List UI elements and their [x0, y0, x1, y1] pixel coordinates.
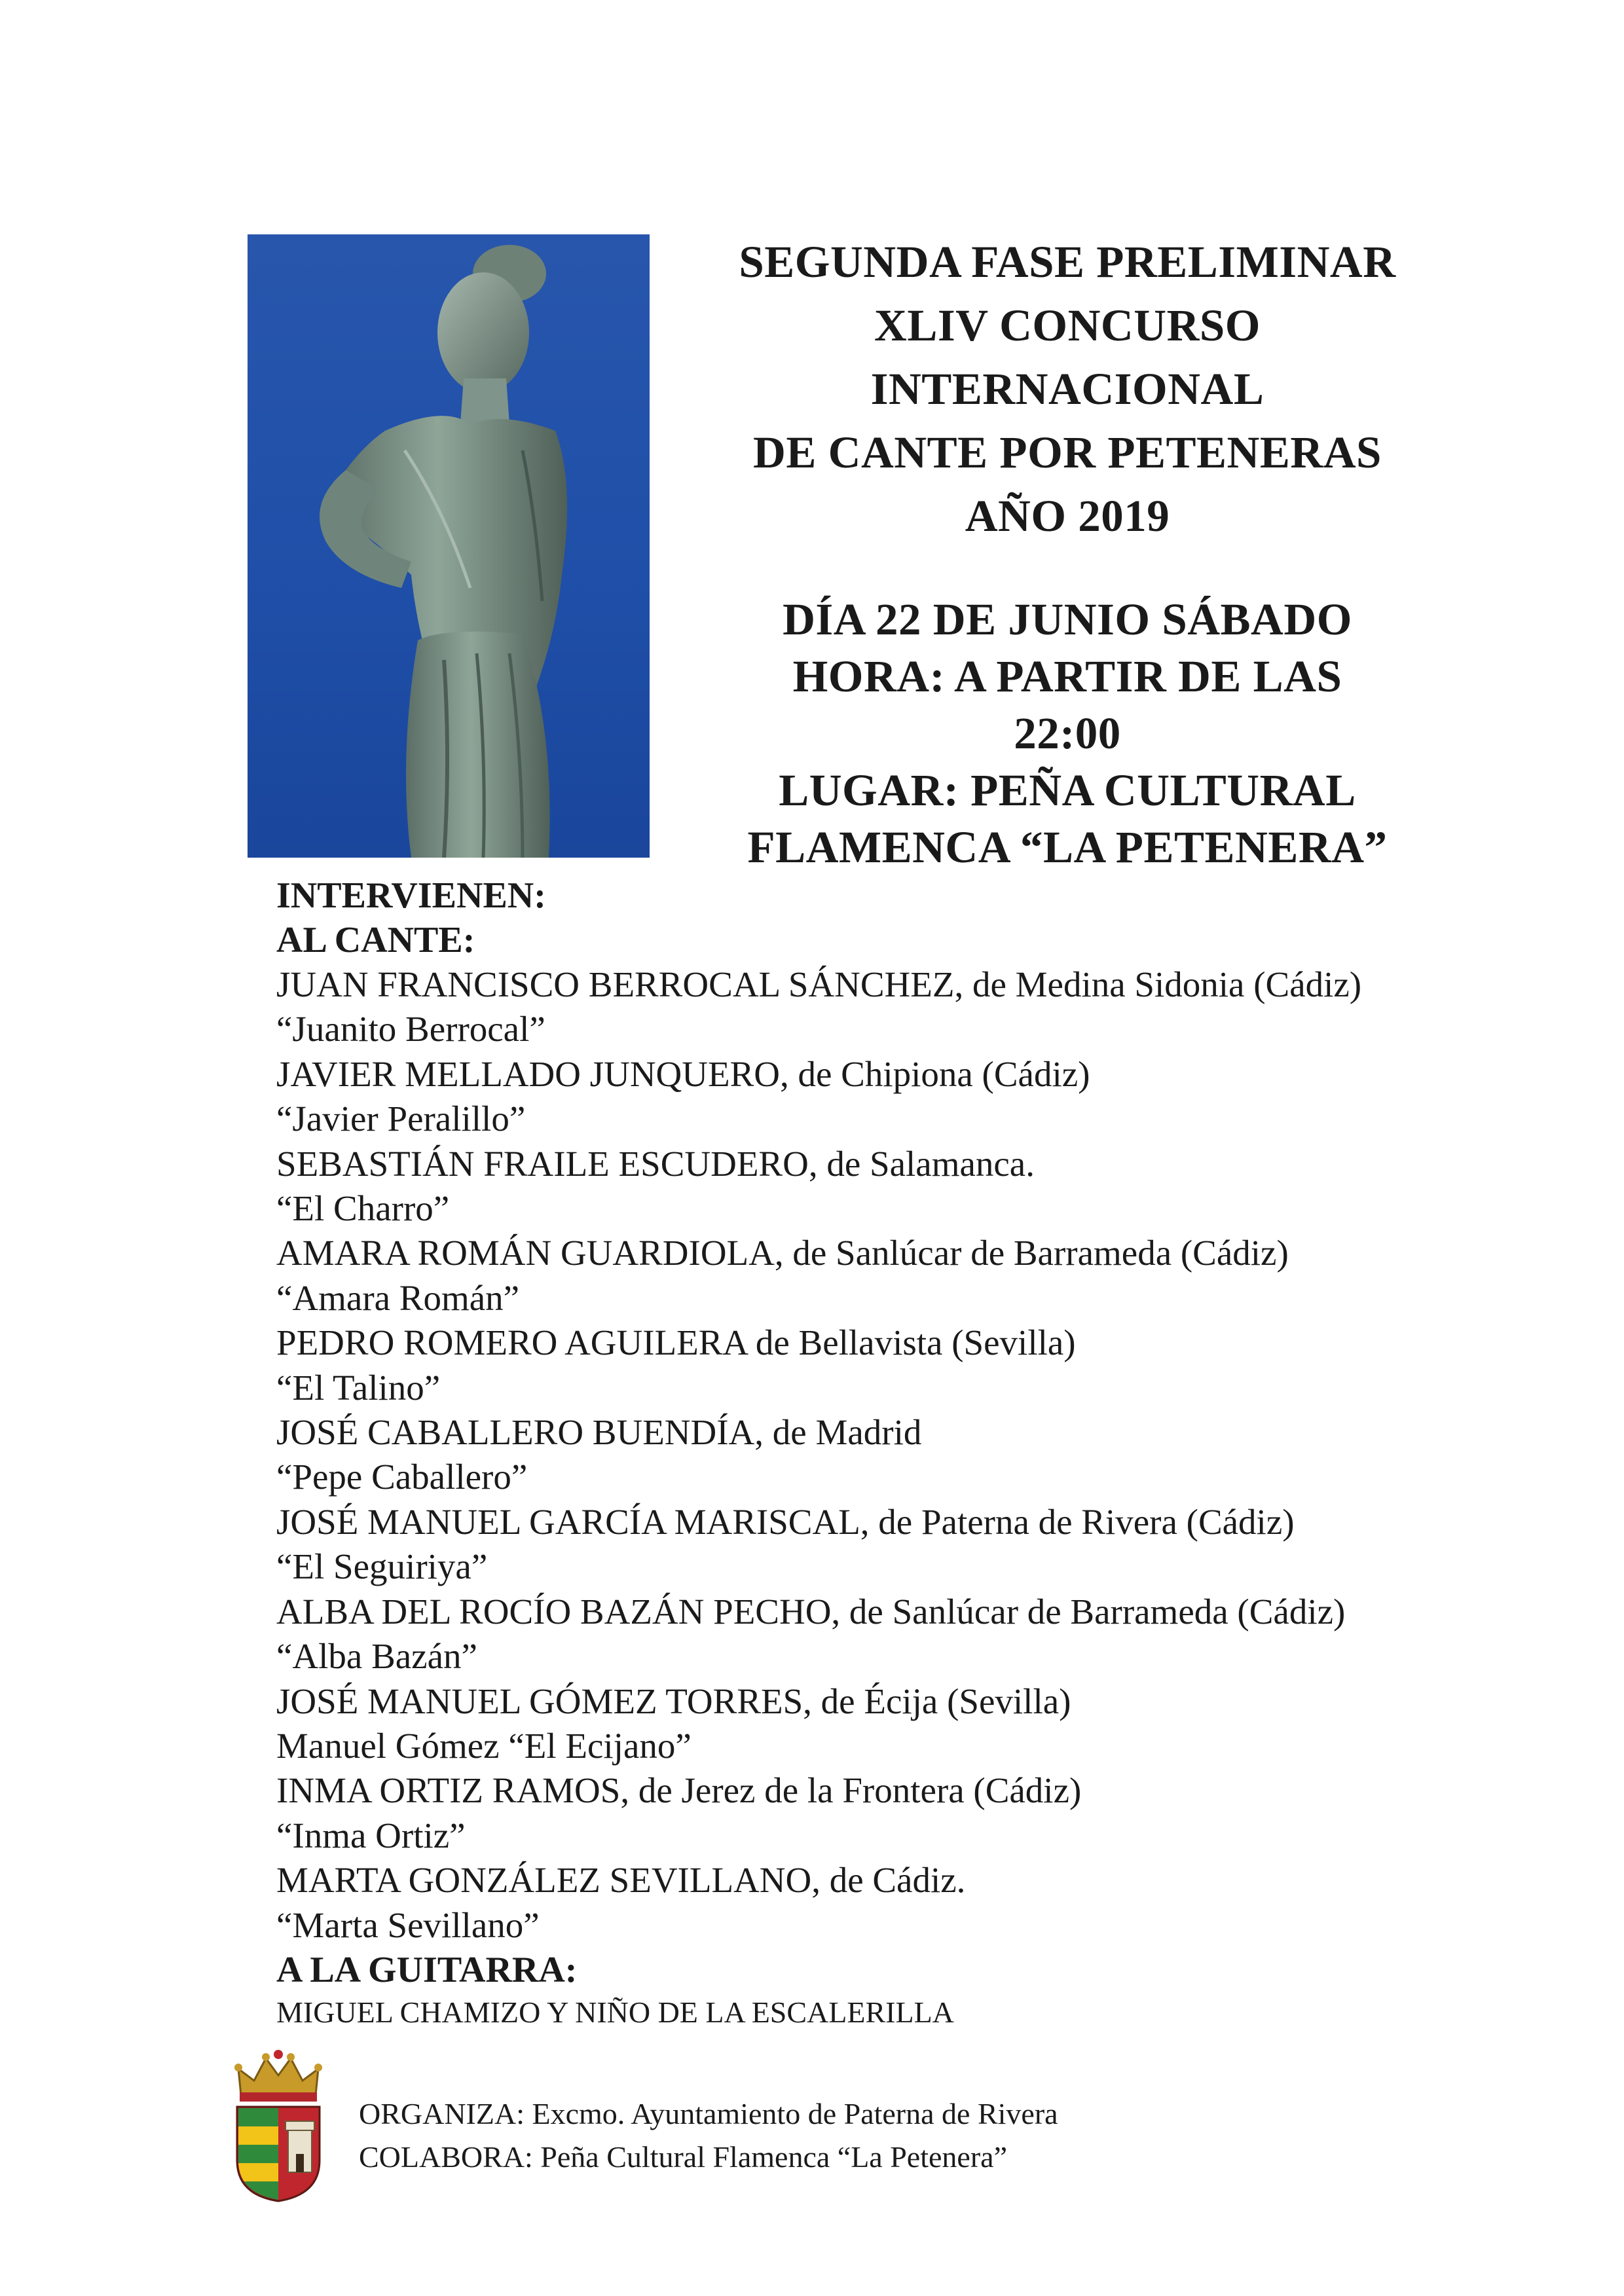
statue-photo [248, 234, 650, 858]
credits [359, 2092, 1407, 2179]
crest-icon [232, 2049, 325, 2204]
performer-item [276, 962, 1521, 1052]
performer-name: JUAN FRANCISCO BERROCAL SÁNCHEZ, de Medina Sidonia (Cádiz) [276, 964, 1362, 1004]
performer-list [276, 962, 1521, 1948]
performer-alias: “Javier Peralillo” [276, 1099, 526, 1139]
guitar-label: A LA GUITARRA: [276, 1949, 578, 1990]
performer-item [276, 1768, 1521, 1858]
collaborator-line: COLABORA: Peña Cultural Flamenca “La Petenera” [359, 2140, 1007, 2174]
performer-alias: “El Seguiriya” [276, 1546, 488, 1587]
performer-alias: “El Charro” [276, 1188, 450, 1229]
performer-name: PEDRO ROMERO AGUILERA de Bellavista (Sevilla) [276, 1322, 1076, 1363]
intervienen-label: INTERVIENEN: [276, 875, 546, 916]
performer-alias: Manuel Gómez “El Ecijano” [276, 1725, 692, 1766]
performer-name: SEBASTIÁN FRAILE ESCUDERO, de Salamanca. [276, 1143, 1035, 1184]
heading-line-phase: SEGUNDA FASE PRELIMINAR [739, 237, 1396, 287]
heading-line-edition: XLIV CONCURSO [874, 301, 1261, 350]
participants-section [276, 873, 1521, 2033]
performer-alias: “Marta Sevillano” [276, 1904, 540, 1945]
performer-name: INMA ORTIZ RAMOS, de Jerez de la Frontera (Cádiz) [276, 1770, 1082, 1811]
event-place-label: LUGAR: PEÑA CULTURAL [779, 765, 1356, 815]
performer-item [276, 1321, 1521, 1410]
event-time-value: 22:00 [1014, 708, 1121, 758]
performer-name: ALBA DEL ROCÍO BAZÁN PECHO, de Sanlúcar de Barrameda (Cádiz) [276, 1591, 1346, 1631]
performer-name: JAVIER MELLADO JUNQUERO, de Chipiona (Cádiz) [276, 1053, 1090, 1094]
municipal-crest [232, 2049, 325, 2204]
performer-item [276, 1858, 1521, 1948]
event-details [668, 591, 1467, 876]
event-time-label: HORA: A PARTIR DE LAS [792, 651, 1342, 701]
event-place-value: FLAMENCA “LA PETENERA” [747, 822, 1388, 872]
event-day: DÍA 22 DE JUNIO SÁBADO [783, 594, 1352, 644]
performer-item [276, 1142, 1521, 1231]
performer-name: MARTA GONZÁLEZ SEVILLANO, de Cádiz. [276, 1860, 966, 1901]
performer-item [276, 1500, 1521, 1590]
performer-name: AMARA ROMÁN GUARDIOLA, de Sanlúcar de Barrameda (Cádiz) [276, 1233, 1289, 1273]
performer-item [276, 1231, 1521, 1321]
performer-alias: “Pepe Caballero” [276, 1457, 528, 1497]
performer-name: JOSÉ MANUEL GARCÍA MARISCAL, de Paterna de Rivera (Cádiz) [276, 1501, 1295, 1542]
heading-line-international: INTERNACIONAL [870, 364, 1264, 414]
performer-alias: “Alba Bazán” [276, 1636, 477, 1677]
performer-item [276, 1052, 1521, 1142]
organizer-line: ORGANIZA: Excmo. Ayuntamiento de Paterna de Rivera [359, 2097, 1058, 2130]
heading-line-cante: DE CANTE POR PETENERAS [753, 428, 1382, 477]
performer-name: JOSÉ CABALLERO BUENDÍA, de Madrid [276, 1412, 922, 1453]
guitarists: MIGUEL CHAMIZO Y NIÑO DE LA ESCALERILLA [276, 1995, 954, 2029]
performer-item [276, 1590, 1521, 1679]
cante-label: AL CANTE: [276, 920, 475, 960]
performer-alias: “Amara Román” [276, 1277, 520, 1318]
heading-line-year: AÑO 2019 [965, 491, 1170, 541]
performer-item [276, 1410, 1521, 1500]
performer-item [276, 1679, 1521, 1769]
statue-image [248, 234, 650, 858]
performer-name: JOSÉ MANUEL GÓMEZ TORRES, de Écija (Sevilla) [276, 1681, 1071, 1721]
performer-alias: “Juanito Berrocal” [276, 1009, 545, 1049]
contest-heading [668, 230, 1467, 548]
performer-alias: “El Talino” [276, 1367, 441, 1408]
performer-alias: “Inma Ortiz” [276, 1815, 466, 1855]
